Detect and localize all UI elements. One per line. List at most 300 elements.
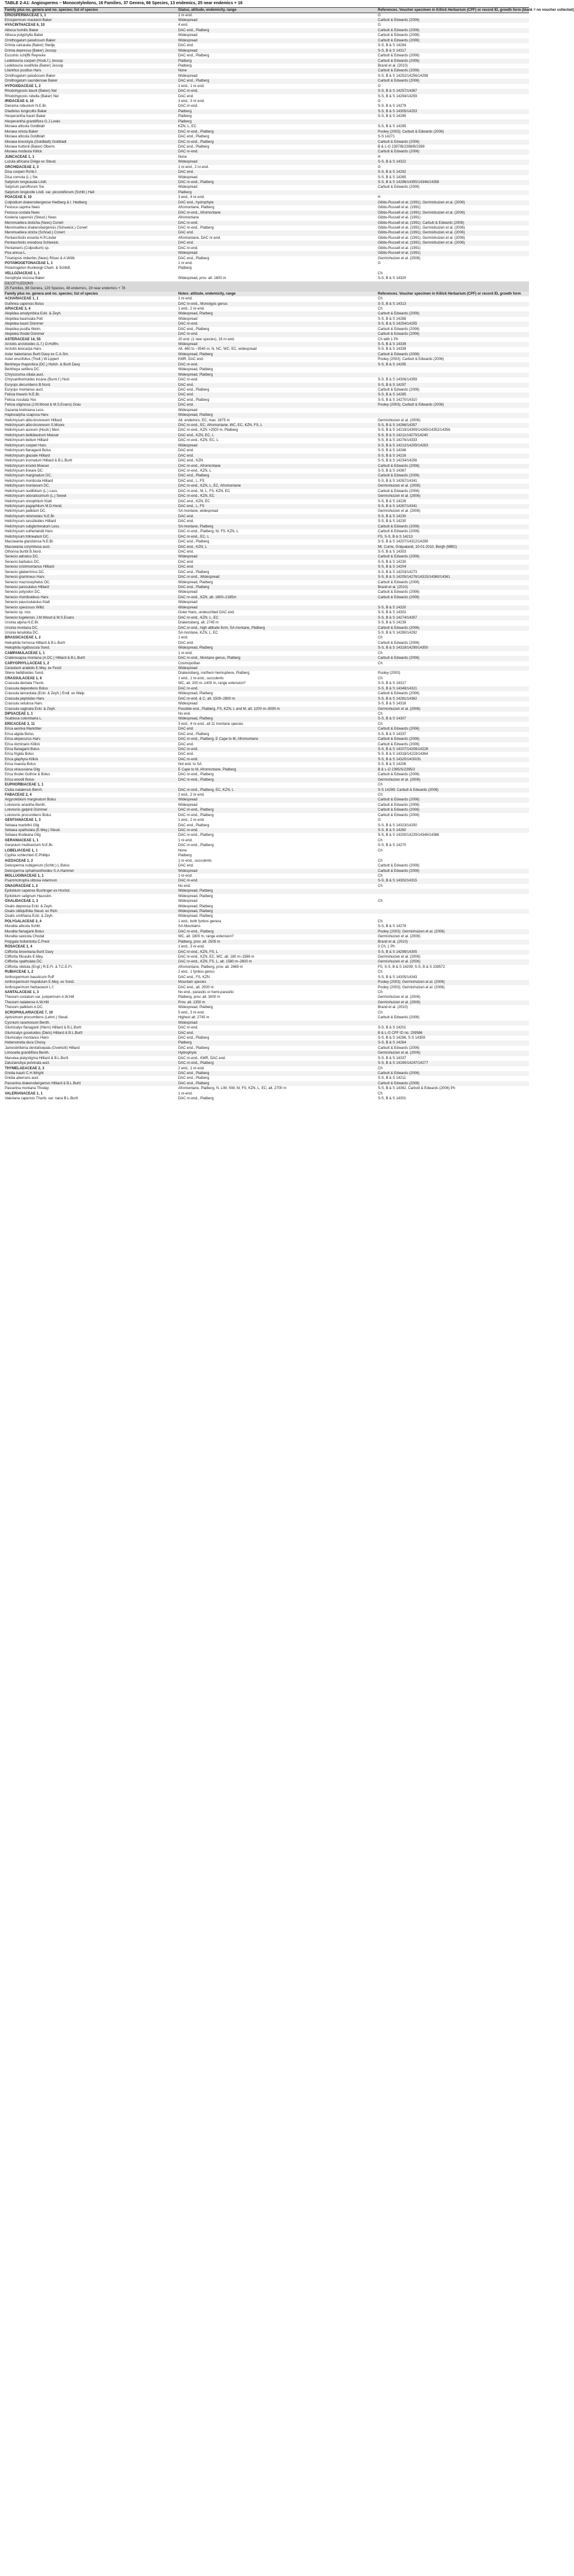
cell-species: Berkheya setifera DC.: [5, 368, 40, 372]
cell-species: Berkheya rhapontica (DC.) Hutch. & Burtt Davy: [4, 362, 177, 367]
cell-reference: S-S, B & S 14207/14312/14289: [378, 540, 428, 544]
cell-reference: Ch: [378, 1091, 382, 1096]
cell-status: DAC nr-end., Afromontane: [177, 211, 377, 215]
cell-reference: S-S, B & S 14265: [378, 175, 406, 179]
cell-status: DAC nr-end., Platberg: [178, 773, 214, 777]
cell-reference: Germishuizen et al. (2006): [378, 995, 420, 1000]
cell-reference: S-S, B & S 14313: [376, 302, 529, 307]
cell-species: EUPHORBIACEAE 1, 1: [5, 783, 44, 787]
cell-species: Oxalis depressa Eckl. & Zeyh.: [5, 904, 53, 908]
cell-status: Afromontane, Platberg, N, LIM, NW, M, FS, KZN, L, EC, alt. 2700 m: [178, 1087, 286, 1091]
cell-reference: Carbutt & Edwards (2006): [378, 327, 420, 331]
species-row: [4, 64, 529, 68]
cell-reference: S-S, B & S 14264: [376, 1040, 529, 1045]
species-row: [4, 808, 529, 812]
species-row: [4, 398, 529, 403]
header-species: Family plus no. genera and no. species; list of species: [4, 8, 177, 13]
cell-reference: Carbutt & Edwards (2006): [376, 808, 529, 812]
cell-species: Aptosimum procumbens (Lehm.) Steud.: [5, 1016, 69, 1020]
cell-status: 1 nr-end., succulents: [178, 859, 212, 863]
cell-status: Drakensberg, northern hemisphere, Platberg: [178, 671, 250, 676]
cell-reference: Gibbs-Russell et al. (1991): [378, 206, 421, 210]
cell-species: ERIOSPERMACEAE 1, 1: [5, 14, 46, 17]
cell-species: Euryops decumbens B.Nord.: [4, 383, 177, 388]
cell-reference: Ch: [378, 676, 382, 680]
cell-reference: [376, 1021, 529, 1025]
species-row: [4, 1031, 529, 1036]
cell-reference: S-S, B & S 14339: [378, 347, 406, 352]
cell-status: KZN, L, EC: [178, 125, 197, 129]
cell-species: Crassula dependens Bolus: [4, 686, 177, 691]
cell-reference: S-S, B & S 14301: [378, 1097, 406, 1101]
cell-reference: S-S, B & S 14226: [378, 499, 406, 503]
species-row: [4, 200, 529, 205]
cell-reference: [376, 894, 529, 899]
species-row: [4, 226, 529, 230]
cell-status: DAC nr-end.: [177, 149, 377, 154]
cell-status: 1 end., 3 nr-end.: [178, 945, 205, 949]
cell-species: Heliophila rigidiuscula Sond.: [4, 646, 177, 650]
cell-reference: S-S, B & S 14201: [378, 1026, 406, 1030]
cell-species: THYMELAEACEAE 2, 3: [5, 1066, 44, 1070]
cell-reference: Carbutt & Edwards (2006): [376, 464, 529, 469]
cell-status: DAC end.: [178, 742, 194, 746]
cell-reference: Pooley (2003): [378, 671, 400, 676]
cell-species: Drimia calcarata (Baker) Stedje: [5, 44, 55, 48]
family-row: [4, 676, 529, 681]
cell-status: Notes: altitude, endemicity, range: [177, 292, 377, 296]
cell-status: DAC nr-end., KZN, EC, L: [178, 439, 219, 443]
species-row: [4, 828, 529, 833]
cell-species: Albuca humilis Baker: [4, 28, 177, 33]
cell-reference: G: [378, 14, 381, 17]
cell-species: Cliffortia filicaulis E.Mey.: [5, 955, 44, 959]
cell-reference: Gibbs-Russell et al. (1991): [378, 246, 421, 250]
cell-reference: Carbutt & Edwards (2006): [378, 641, 420, 645]
cell-reference: [376, 600, 529, 605]
species-row: [4, 443, 529, 448]
cell-reference: Carbutt & Edwards (2006): [378, 813, 420, 817]
cell-status: DAC nr-end.: [177, 686, 377, 691]
cell-species: Helichrysum oreophilum Klatt: [5, 499, 52, 503]
cell-species: Erica alopecurus Harv.: [4, 737, 177, 742]
species-row: [4, 332, 529, 337]
cell-reference: Carbutt & Edwards (2006): [378, 185, 420, 190]
species-row: [4, 347, 529, 352]
cell-reference: Ch: [378, 1010, 382, 1015]
species-row: [4, 595, 529, 600]
cell-reference: Carbutt & Edwards (2006): [378, 34, 420, 38]
cell-status: DAC end., KZN, L: [177, 545, 377, 550]
cell-status: DAC nr-end., KZN >2000 m, Platberg: [178, 428, 238, 433]
cell-species: Sebaea spathulata (E.Mey.) Steud.: [4, 828, 177, 833]
cell-reference: Carbutt & Edwards (2006): [378, 773, 420, 777]
cell-species: Satyrium longicolle Lindl. var. piccoloflorum (Schltr.) Hall: [4, 190, 177, 195]
cell-status: Widespread, Platberg: [177, 889, 377, 893]
cell-species: Ornithogalum paludosum Baker: [5, 74, 56, 78]
species-row: [4, 869, 529, 874]
cell-status: None: [178, 848, 187, 853]
cell-species: SCROPHULARIACEAE 7, 10: [5, 1010, 53, 1015]
cell-reference: [376, 904, 529, 909]
cell-reference: S-S, B & S 14281/14362: [376, 697, 529, 701]
cell-species: Muraltia flanaganii Bolus: [4, 929, 177, 934]
cell-species: Helichrysum lineare DC.: [5, 469, 44, 473]
cell-status: 5 end., 3 nr-end.: [178, 1010, 205, 1015]
species-row: [4, 246, 529, 251]
cell-reference: S-S, B & S 14276/14333: [378, 439, 417, 443]
cell-reference: Ch: [378, 884, 382, 888]
cell-status: DAC nr-end., KZN, FS, L, alt. 1580 m–2600 m: [177, 959, 377, 964]
cell-reference: Pooley (2003); Carbutt & Edwards (2006): [378, 358, 444, 362]
species-row: [4, 778, 529, 782]
cell-species: Colpodium drakensbergense Hedberg & I. Hedberg: [4, 200, 177, 205]
cell-reference: B & L-O 2397/B/2398/B/2398: [378, 145, 424, 149]
cell-status: Widespread: [177, 797, 377, 802]
cell-status: DAC nr-end., Platberg: [178, 833, 214, 838]
species-row: [4, 934, 529, 939]
cell-status: Widespread: [177, 160, 377, 164]
species-row: [4, 1040, 529, 1045]
family-row: [4, 1010, 529, 1015]
cell-species: Litanthus pusillus Harv.: [4, 68, 177, 73]
cell-reference: Ch: [378, 722, 382, 726]
cell-reference: S-S, B & S 14267/14341: [378, 479, 417, 483]
cell-reference: S-S, B & S 14288: [378, 317, 406, 321]
cell-status: DAC nr-end., Afromontane: [177, 464, 377, 469]
cell-species: Hesperantha grandiflora G.J.Lewis: [4, 119, 177, 124]
cell-status: DAC end., Platberg: [177, 1081, 377, 1086]
cell-reference: S-S, B & S 14207/14208/14228: [376, 747, 529, 752]
cell-species: Ursinia montana DC.: [4, 626, 177, 631]
cell-species: Disa cooperi Rchb.f.: [4, 170, 177, 175]
cell-species: Hebenstretia dura Choisy: [4, 1040, 177, 1045]
species-row: [4, 626, 529, 631]
species-row: [4, 408, 529, 413]
cell-species: Delosperma nubigenum (Schltr.) L.Bolus: [5, 864, 70, 868]
cell-species: Senecio rhomboideus Harv.: [4, 595, 177, 600]
cell-status: None: [177, 68, 377, 73]
cell-status: DAC nr-end.: [177, 332, 377, 337]
cell-reference: Carbutt & Edwards (2006): [376, 554, 529, 559]
family-row: [4, 195, 529, 200]
cell-species: Oxalis smithiana Eckl. & Zeyh.: [5, 914, 54, 919]
cell-status: DAC nr-end.: [178, 246, 199, 250]
cell-reference: S-S, B & S 14322: [376, 160, 529, 164]
cell-species: Muraltia saxicola Chodat: [5, 935, 44, 939]
species-row: [4, 909, 529, 914]
family-row: [4, 1091, 529, 1096]
cell-species: Arctotis arctotoides (L.f.) O.Hoffm.: [4, 342, 177, 347]
cell-species: Muraltia alticola Schltr.: [5, 925, 41, 929]
cell-status: 1 end.: [178, 636, 189, 640]
cell-species: Erica woodii Bolus: [4, 778, 177, 782]
cell-reference: Germishuizen et al. (2006): [376, 959, 529, 964]
cell-reference: References. Voucher specimen in Killick Herbarium (CPF) or record ID, growth form: [376, 292, 529, 296]
family-row: [4, 818, 529, 823]
cell-reference: S-S, B & S 14270/14310: [378, 398, 417, 402]
species-row: [4, 975, 529, 980]
cell-status: Widespread: [177, 554, 377, 559]
cell-status: DAC nr-end., KMR, DAC end.: [178, 1056, 226, 1060]
cell-status: 1 nr-end.: [178, 651, 193, 655]
cell-reference: Carbutt & Edwards (2006): [376, 524, 529, 529]
species-row: [4, 950, 529, 955]
cell-reference: Carbutt & Edwards (2006): [376, 59, 529, 64]
cell-species: Senecio polyodon DC.: [5, 590, 41, 595]
cell-reference: S-S, B & S 14305/14343: [378, 975, 417, 979]
cell-status: DAC nr-end.: [177, 362, 377, 367]
cell-species: POLYGALACEAE 2, 4: [5, 919, 42, 923]
cell-status: 2 end., 1 nr-end.: [178, 1066, 205, 1070]
cell-status: Widespread, Platberg: [177, 413, 377, 418]
cell-species: Helichrysum marginatum DC.: [4, 473, 177, 478]
cell-reference: Ch: [378, 271, 382, 275]
species-row: [4, 469, 529, 473]
cell-reference: S-S, B & S 14252/14256/14298: [378, 74, 428, 78]
cell-reference: Ch: [378, 297, 382, 301]
cell-species: Lotononis procumbens Bolus: [5, 813, 52, 817]
cell-species: IRIDACEAE 4, 10: [5, 100, 34, 103]
cell-reference: Carbutt & Edwards (2006): [378, 1046, 420, 1050]
cell-status: Widespread: [177, 869, 377, 874]
cell-reference: [376, 373, 529, 377]
species-row: [4, 1061, 529, 1066]
cell-reference: Germishuizen et al. (2006): [378, 509, 420, 514]
species-row: [4, 666, 529, 671]
cell-species: AIZOACEAE 1, 2: [5, 859, 34, 863]
species-row: [4, 803, 529, 808]
cell-species: Scabiosa columbaria L.: [4, 716, 177, 721]
cell-status: DAC end., FS, KZN: [178, 975, 210, 979]
table-page: [4, 0, 574, 1102]
cell-species: Senecio paniculatus Hilliard: [4, 585, 177, 590]
cell-species: Helichrysum retortoides N.E.Br.: [4, 514, 177, 519]
species-row: [4, 49, 529, 53]
cell-reference: Carbutt & Edwards (2006): [378, 580, 420, 584]
cell-status: Widespread: [178, 408, 198, 412]
species-row: [4, 134, 529, 139]
family-row: [4, 712, 529, 716]
cell-species: Psammotropha obtusa Adamson: [4, 878, 177, 883]
cell-reference: G: [378, 818, 381, 823]
cell-status: Widespread: [177, 49, 377, 53]
family-row: [4, 859, 529, 863]
cell-reference: S-S, B & S 14307: [376, 716, 529, 721]
family-row: [4, 970, 529, 974]
cell-species: Anthospermum herbaceum L.f.: [5, 985, 55, 989]
family-row: [4, 1066, 529, 1071]
cell-status: Widespread: [177, 443, 377, 448]
species-row: [4, 823, 529, 828]
cell-species: Erica thodei Guthrie & Bolus: [5, 773, 50, 777]
family-row: [4, 271, 529, 276]
cell-reference: B & L-O CPF ID no. 239586: [376, 1031, 529, 1036]
cell-status: DAC end., Platberg: [178, 398, 210, 402]
cell-species: Macowania glandulosa N.E.Br.: [5, 540, 54, 544]
cell-reference: S-S, B & S 14294/14259: [378, 94, 417, 98]
cell-species: Gnidia baurii C.H.Wright: [4, 1071, 177, 1076]
species-row: [4, 124, 529, 129]
cell-status: Platberg: [178, 854, 192, 858]
cell-status: Widespread, Platberg: [178, 894, 213, 898]
cell-reference: Brand et al. (2010): [378, 64, 408, 68]
species-row: [4, 230, 529, 235]
family-row: [4, 874, 529, 878]
cell-status: DAC end., Platberg: [177, 79, 377, 83]
cell-status: Possible end., Platberg, FS, KZN, L and M, alt. 1200 m–3000 m: [177, 707, 377, 712]
cell-status: DAC end., L, FS: [178, 479, 205, 483]
cell-reference: Pooley (2003); Germishuizen et al. (2006): [378, 985, 445, 989]
cell-species: Zaluzianskya pulvinata auct.: [4, 1061, 177, 1066]
cell-species: POACEAE 9, 10: [5, 196, 32, 200]
cell-status: DAC end., Platberg: [177, 1071, 377, 1076]
cell-reference: S-S, B & S 14278: [378, 925, 406, 929]
cell-reference: Ch: [378, 307, 382, 311]
cell-reference: S-S, B & S 14239: [378, 621, 406, 625]
cell-status: Widespread: [177, 251, 377, 256]
cell-species: Erica maesta Bolus: [5, 763, 36, 767]
cell-status: DAC end., Platberg: [178, 570, 210, 574]
cell-species: Rhodohypoxis baurii (Baker) Nel: [4, 89, 177, 94]
cell-species: SANTALACEAE 1, 3: [5, 991, 39, 994]
species-row: [4, 631, 529, 635]
cell-status: DAC end., Platberg: [178, 388, 210, 392]
cell-status: DAC nr-end., Platberg: [178, 226, 214, 230]
cell-reference: [376, 367, 529, 372]
cell-species: GERANIACEAE 1, 1: [5, 838, 39, 842]
cell-reference: Ch: [378, 919, 382, 923]
cell-species: Chrysocoma ciliata auct.: [4, 373, 177, 377]
family-row: [4, 635, 529, 640]
table-header-row: [4, 8, 529, 13]
cell-species: Trisetopsis imberbis (Nees) Röser & A.Wölk: [5, 256, 75, 260]
cell-species: Crassula peploides Harv.: [4, 697, 177, 701]
cell-status: DAC end., Platberg: [178, 823, 210, 827]
cell-status: Cosmopolitan: [178, 661, 201, 665]
species-row: [4, 940, 529, 944]
species-row: [4, 433, 529, 438]
cell-reference: S-S, B & S 14294: [378, 44, 406, 48]
cell-status: Afromontane: [178, 216, 199, 220]
cell-species: Helichrysum nudifolium (L.) Less.: [5, 489, 58, 493]
cell-status: 1 end., 1 nr-end.: [178, 84, 205, 88]
cell-reference: [376, 889, 529, 893]
cell-species: Helichrysum glaciale Hilliard: [4, 454, 177, 458]
cell-reference: S-S, B & S 14260: [376, 828, 529, 833]
cell-species: Crassula lanceolata (Eckl. & Zeyh.) Endl. ex Walp.: [5, 692, 85, 696]
cell-status: DAC nr-end., KZN, EC: [177, 494, 377, 499]
cell-species: ONAGRACEAE 1, 2: [5, 884, 38, 888]
cell-reference: G: [378, 262, 381, 265]
species-row: [4, 560, 529, 565]
cell-reference: Germishuizen et al. (2006): [378, 955, 420, 959]
species-row: [4, 1015, 529, 1020]
cell-species: Merxmuellera stricta (Schrad.) Conert: [4, 230, 177, 235]
cell-species: Helichrysum bellum Hilliard: [5, 439, 49, 443]
cell-species: Albuca polyphylla Baker: [5, 34, 44, 38]
species-row: [4, 43, 529, 48]
cell-species: Craterocapsa montana (A.DC.) Hilliard & B.L.Burtt: [4, 656, 177, 661]
species-row: [4, 74, 529, 79]
cell-reference: S-S, B & S 14319/14299/14350: [376, 646, 529, 650]
species-row: [4, 539, 529, 544]
species-row: [4, 570, 529, 575]
cell-reference: S-S 14299; Carbutt & Edwards (2006): [376, 788, 529, 793]
cell-species: Pentameris (Colpodium) sp.: [5, 246, 50, 250]
cell-species: Glumicalyx flanaganii (Hiern) Hilliard & B.L.Burtt: [5, 1026, 82, 1030]
cell-species: Senecio speciosus Willd.: [4, 605, 177, 610]
cell-species: Cliffortia nitidula (Engl.) R.E.Fr. & T.C.E.Fr.: [5, 965, 73, 969]
cell-reference: Pooley (2003); Germishuizen et al. (2006): [376, 929, 529, 934]
species-row: [4, 813, 529, 818]
species-row: [4, 955, 529, 959]
cell-status: DAC end., Platberg: [178, 540, 210, 544]
cell-reference: Carbutt & Edwards (2006): [378, 803, 420, 807]
cell-species: Erica algida Bolus: [5, 732, 34, 736]
cell-status: 1 nr-end.: [178, 297, 193, 301]
cell-reference: Ch: [378, 991, 382, 994]
cell-status: DAC nr-end., Platberg: [177, 130, 377, 134]
cell-reference: Gibbs-Russell et al. (1991); Germishuizen et al. (2006): [376, 230, 529, 235]
cell-status: Widespread: [177, 1021, 377, 1025]
cell-species: Helichrysum cooperi Harv.: [4, 443, 177, 448]
cell-reference: S-S, B & S 14320: [376, 605, 529, 610]
cell-reference: Carbutt & Edwards (2006): [376, 28, 529, 33]
cell-status: [177, 281, 377, 286]
cell-species: Argyrolobium marginatum Bolus: [4, 797, 177, 802]
species-row: [4, 190, 529, 195]
cell-status: DAC end., Platberg: [177, 585, 377, 590]
cell-species: Erica straussiana Gilg: [4, 767, 177, 772]
cell-species: Helichrysum sutherlandii Harv.: [5, 530, 53, 534]
species-row: [4, 160, 529, 164]
cell-species: Ledebouria cooperi (Hook.f.) Jessop: [4, 59, 177, 64]
species-row: [4, 904, 529, 909]
cell-status: 20 end. (1 new species), 18 nr-end.: [178, 337, 235, 341]
cell-status: DAC end., Platberg: [177, 473, 377, 478]
cell-species: OXALIDACEAE 1, 3: [5, 899, 38, 904]
species-row: [4, 377, 529, 382]
cell-reference: S-S, B & S 14302/14315: [376, 878, 529, 883]
cell-status: DAC end., KZN: [178, 459, 204, 463]
family-row: [4, 848, 529, 853]
cell-status: DAC nr-end., Widespread: [177, 575, 377, 580]
family-row: [4, 337, 529, 342]
cell-status: DAC nr-end., Platberg: [177, 140, 377, 145]
cell-status: Widespread: [178, 74, 198, 78]
species-row: [4, 1046, 529, 1051]
cell-reference: Carbutt & Edwards (2006): [376, 352, 529, 357]
cell-species: Chrysanthemoides incana (Burm.f.) Norl.: [5, 378, 70, 382]
cell-species: Alepidea pusilla Weim.: [5, 327, 41, 331]
cell-species: LOBELIACEAE 1, 1: [5, 848, 38, 853]
species-row: [4, 362, 529, 367]
cell-species: Felicia linearis N.E.Br.: [4, 392, 177, 397]
cell-status: SA Mountains: [178, 925, 201, 929]
species-row: [4, 33, 529, 38]
cell-species: Cliffortia spathulata DC.: [4, 959, 177, 964]
family-row: [4, 296, 529, 301]
species-row: [4, 565, 529, 569]
cell-reference: Carbutt & Edwards (2006): [378, 1016, 420, 1020]
cell-species: DIPSACEAE 1, 1: [5, 712, 33, 716]
cell-status: 1 nr-end.: [178, 838, 193, 842]
cell-reference: Ch: [378, 783, 382, 787]
cell-species: Helichrysum flanaganii Bolus: [5, 449, 52, 453]
cell-status: Widespread: [177, 605, 377, 610]
cell-reference: Pooley (2003); Germishuizen et al. (2006): [376, 980, 529, 985]
